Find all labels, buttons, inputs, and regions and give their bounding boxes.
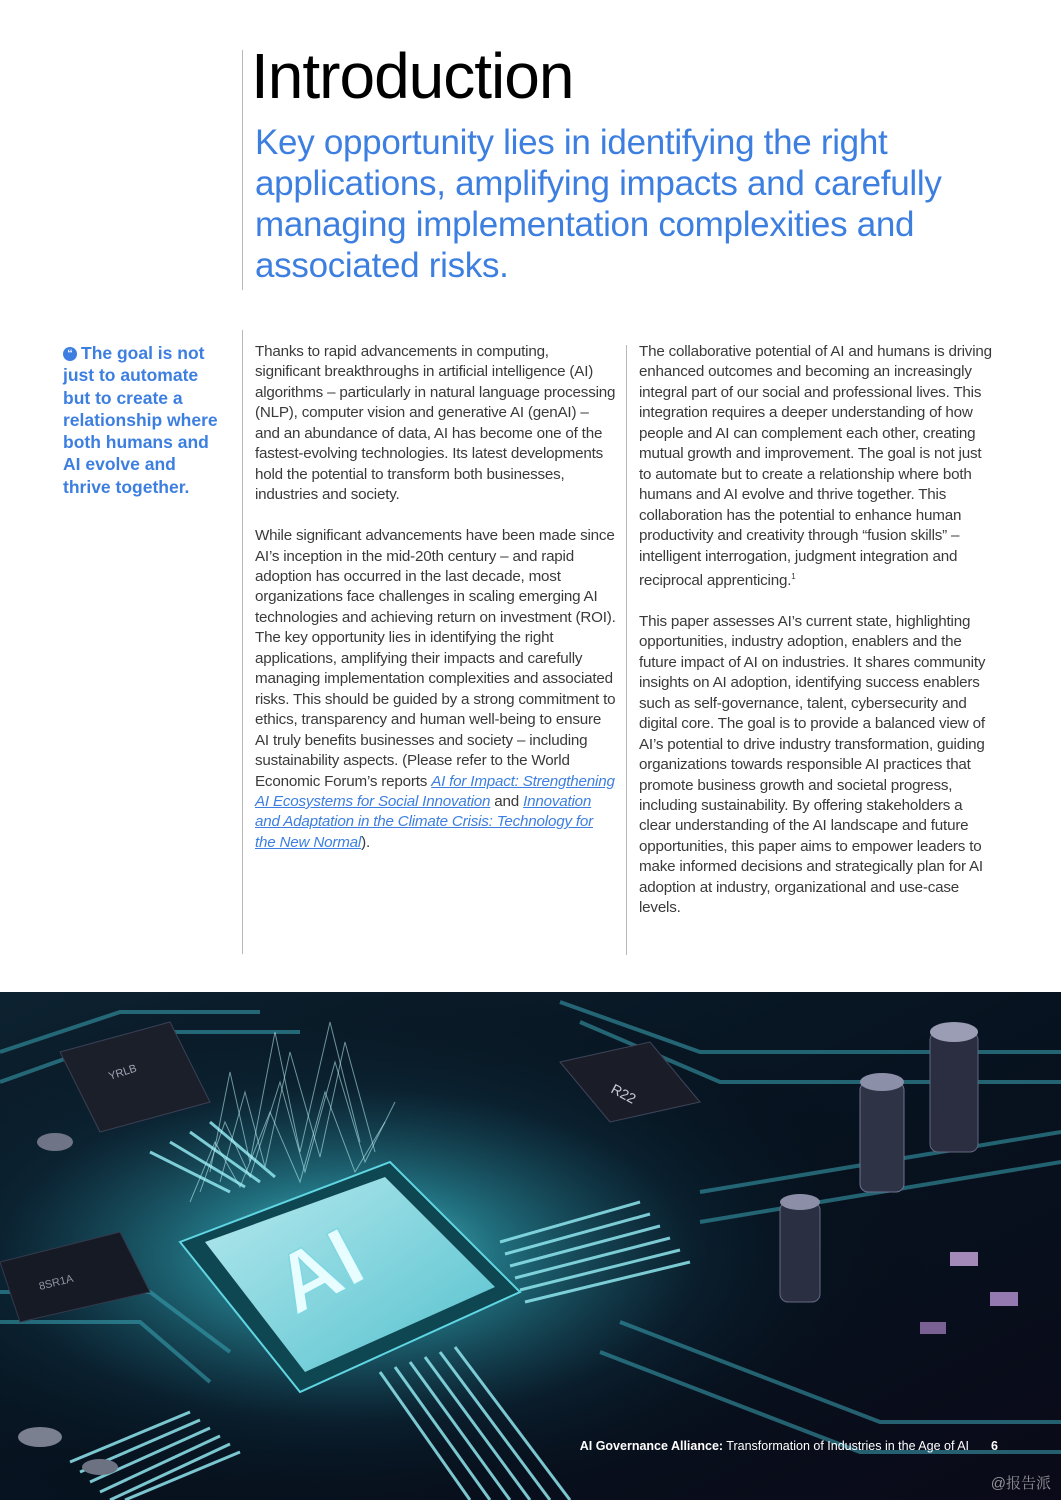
body-column-right [639, 342, 995, 939]
pull-quote-text: The goal is not just to automate but to create a relationship where both humans and AI evolve and thrive together. [63, 343, 218, 497]
pull-quote [63, 342, 228, 498]
report-link-ai-for-impact[interactable]: AI for Impact: Strengthening AI Ecosystems for Social Innovation [255, 772, 615, 810]
component-label: YRLB [107, 1062, 139, 1083]
page-number: 6 [991, 1439, 998, 1453]
footnote-marker[interactable]: 1 [791, 571, 796, 581]
body-column-left [255, 342, 617, 874]
page-title: Introduction [251, 40, 574, 112]
report-link-climate-crisis[interactable]: Innovation and Adaptation in the Climate Crisis: Technology for the New Normal [255, 792, 593, 851]
component-label: R22 [608, 1080, 639, 1107]
column-divider-right [626, 345, 627, 955]
component-label: 8SR1A [37, 1272, 75, 1293]
circuit-board-illustration [0, 992, 1061, 1500]
page-subtitle: Key opportunity lies in identifying the right applications, amplifying impacts and carefully managing implementation complexities and associated risks. [255, 123, 942, 285]
footer-doc-title: Transformation of Industries in the Age of AI [723, 1439, 970, 1453]
paragraph: Thanks to rapid advancements in computing, significant breakthroughs in artificial intelligence (AI) algorithms – particularly in natural language processing (NLP), computer vision and generative AI (genAI) – and an abundance of data, AI has become one of the fastest-evolving technologies. Its latest developments hold the potential to transform both businesses, industries and society. [255, 343, 616, 504]
column-divider-left [242, 330, 243, 954]
footer-brand: AI Governance Alliance: [579, 1439, 724, 1453]
chip-label: AI [259, 1209, 378, 1333]
page-footer [580, 1439, 998, 1453]
watermark: @报告派 [990, 1475, 1051, 1492]
paragraph: The collaborative potential of AI and humans is driving enhanced outcomes and becoming an increasingly integral part of our social and professional lives. This integration requires a deeper understanding of how people and AI can complement each other, creating mutual growth and improvement. The goal is not just to automate but to create a relationship where both humans and AI evolve and thrive together. This collaboration has the potential to enhance human productivity and creativity through “fusion skills” – intelligent interrogation, judgment integration and reciprocal apprenticing.$^1$ [639, 343, 992, 589]
paragraph: While significant advancements have been made since AI’s inception in the mid-20th century – and rapid adoption has occurred in the last decade, most organizations face challenges in scaling emerging AI technologies and achieving return on investment (ROI). The key opportunity lies in identifying the right applications, amplifying their impacts and carefully managing implementation complexities and associated risks. This should be guided by a strong commitment to ethics, transparency and human well-being to ensure AI truly benefits businesses and society – including sustainability aspects. (Please refer to the World Economic Forum’s reports AI for Impact: Strengthening AI Ecosystems for Social Innovation and Innovation and Adaptation in the Climate Crisis: Technology for the New Normal). [255, 527, 616, 851]
title-divider [242, 50, 243, 290]
hero-image-ai-chip [0, 992, 1061, 1500]
quote-icon: “ [63, 347, 77, 361]
paragraph: This paper assesses AI’s current state, highlighting opportunities, industry adoption, enablers and the future impact of AI on industries. It shares community insights on AI adoption, identifying success enablers such as self-governance, talent, cybersecurity and digital core. The goal is to provide a balanced view of AI’s potential to drive industry transformation, guiding organizations towards responsible AI practices that promote business growth and societal progress, including sustainability. By offering stakeholders a clear understanding of the AI landscape and future opportunities, this paper aims to empower leaders to make informed decisions and strategically plan for AI adoption at industry, organizational and use-case levels. [639, 612, 986, 917]
